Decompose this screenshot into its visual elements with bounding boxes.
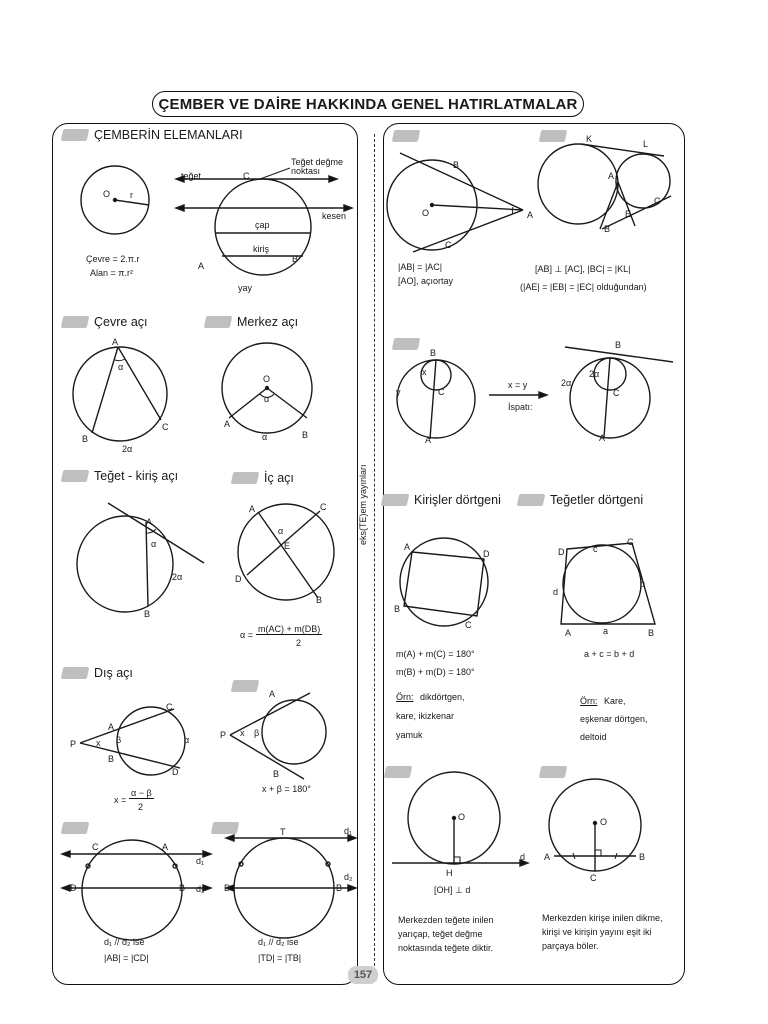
parallel-chords-figure [62,835,212,940]
svg-text:C: C [445,240,452,250]
svg-text:D: D [483,549,490,559]
exterior-angle-secants-figure [70,700,200,780]
heading-text: Teğet - kiriş açı [94,469,179,483]
svg-text:C: C [162,422,169,432]
svg-text:K: K [586,134,593,144]
svg-text:A: A [108,722,115,732]
svg-text:D: D [70,883,77,893]
section-heading-interior [232,471,294,485]
proof-arrow [489,390,549,400]
radius-tangent-figure [392,770,537,880]
svg-text:C: C [654,196,661,206]
svg-text:x: x [422,367,427,377]
svg-text:P: P [70,739,77,749]
inner-tangent-circle-figure [390,343,490,448]
central-angle-figure [212,338,322,448]
svg-text:B: B [179,883,186,893]
tangent-point-label: Teğet değme noktası [291,157,344,176]
proof-circle-figure [555,340,685,450]
proof-arrow-top: x = y [508,380,528,390]
svg-text:D: D [224,883,231,893]
exterior-formula-2: x + β = 180° [262,784,311,794]
parallel-caption-1a: d₁ // d₂ ise [104,937,145,947]
svg-text:x: x [96,738,101,748]
svg-text:d: d [553,587,559,597]
svg-text:O: O [103,189,111,199]
tangent-eq-1: |AB| = |AC| [398,262,443,272]
interior-formula-lhs: α = [240,630,253,640]
publisher-side-text: eks(TE)em yayınları [358,464,368,545]
heading-tab-icon [61,667,90,679]
svg-text:C: C [465,620,472,630]
cyclic-example-2: kare, ikizkenar [396,711,455,721]
tangent-parallel-figure [222,828,362,938]
cyclic-example-1: dikdörtgen, [420,692,465,702]
parallel-caption-1b: |AB| = |CD| [104,953,149,963]
svg-text:E: E [284,541,291,551]
svg-text:B: B [648,628,655,638]
tangential-example-2: eşkenar dörtgen, [580,714,648,724]
heading-text: Merkez açı [237,315,299,329]
section-heading-exterior [62,666,133,680]
svg-text:A: A [425,435,432,445]
radius-eq: [OH] ⊥ d [434,885,471,895]
svg-text:A: A [269,689,276,699]
tangent-label: teğet [181,171,202,181]
svg-text:A: A [249,504,256,514]
svg-text:C: C [320,502,327,512]
svg-text:A: A [162,842,169,852]
decorative-tab-icon [61,822,90,834]
svg-text:O: O [600,817,608,827]
svg-text:C: C [92,842,99,852]
svg-text:E: E [625,209,632,219]
chord-note-2: kirişi ve kirişin yayını eşit iki [542,927,652,937]
cyclic-example-3: yamuk [396,730,423,740]
svg-text:D: D [235,574,242,584]
svg-text:2α: 2α [561,378,572,388]
svg-text:A: A [527,210,534,220]
svg-text:B: B [144,609,151,619]
svg-text:x: x [240,728,245,738]
svg-text:H: H [446,868,453,878]
svg-text:d: d [520,852,526,862]
svg-text:A: A [112,337,119,347]
heading-tab-icon [231,472,260,484]
point-C-label: C [243,171,250,181]
area-formula: Alan = π.r² [90,268,133,278]
svg-text:C: C [438,387,445,397]
point-B-label: B [292,254,299,264]
svg-text:P: P [220,730,227,740]
section-heading-inscribed [62,315,148,329]
section-heading-central [205,315,298,329]
proof-arrow-bottom: İspatı: [508,402,533,412]
secant-label: kesen [322,211,347,221]
section-heading-cyclic-quad [382,493,501,507]
point-A-label: A [198,261,205,271]
svg-text:B: B [453,160,460,170]
tangent-chord-figure [68,500,208,620]
chord-note-1: Merkezden kirişe inilen dikme, [542,913,663,923]
heading-tab-icon [61,129,90,141]
radius-note-1: Merkezden teğete inilen [398,915,494,925]
exterior-formula-num: α − β [131,788,152,798]
decorative-tab-icon [392,130,421,142]
svg-text:O: O [263,374,271,384]
tangent-eq-4: (|AE| = |EB| = |EC| olduğundan) [520,282,647,292]
svg-text:C: C [590,873,597,883]
chord-note-3: parçaya böler. [542,941,599,951]
tangential-eq: a + c = b + d [584,649,635,659]
svg-text:B: B [639,852,646,862]
section-heading-tangential-quad [518,493,643,507]
radius-note-3: noktasında teğete diktir. [398,943,494,953]
tangential-quad-figure [555,537,670,642]
dashed-divider [374,134,375,976]
svg-text:d₂: d₂ [344,872,353,882]
chord-label: kiriş [253,244,269,254]
arc-label: yay [238,283,253,293]
cyclic-eq-1: m(A) + m(C) = 180° [396,649,475,659]
svg-text:B: B [604,224,611,234]
svg-text:d₂: d₂ [196,884,205,894]
svg-text:B: B [430,348,437,358]
heading-tab-icon [61,316,90,328]
svg-text:α: α [262,432,268,442]
tangential-example-label: Örn: [580,696,598,706]
tangent-eq-2: [AO], açıortay [398,276,454,286]
svg-text:α: α [118,362,124,372]
interior-angle-figure [232,500,342,610]
svg-text:D: D [172,767,179,777]
svg-text:A: A [404,542,411,552]
svg-text:d₁: d₁ [196,856,205,866]
circumference-formula: Çevre = 2.π.r [86,254,140,264]
section-heading-elements [62,128,243,142]
heading-tab-icon [517,494,546,506]
svg-text:B: B [336,883,343,893]
tangential-example-1: Kare, [604,696,626,706]
chord-perpendicular-figure [540,775,655,885]
svg-text:B: B [302,430,309,440]
radius-note-2: yarıçap, teğet değme [398,929,483,939]
circle-radius-figure [68,165,168,245]
svg-text:α: α [264,394,270,404]
svg-text:2α: 2α [589,369,600,379]
svg-text:A: A [544,852,551,862]
svg-text:c: c [593,544,598,554]
svg-text:C: C [613,388,620,398]
svg-text:a: a [603,626,609,636]
tangential-example-3: deltoid [580,732,607,742]
svg-text:b: b [640,579,646,589]
svg-text:2α: 2α [122,444,133,454]
svg-text:α: α [184,735,190,745]
page-number: 157 [348,966,378,984]
svg-text:B: B [273,769,280,779]
svg-text:A: A [146,517,153,527]
svg-text:B: B [615,340,622,350]
svg-text:O: O [458,812,466,822]
svg-text:O: O [422,208,430,218]
svg-text:C: C [627,537,634,547]
heading-tab-icon [204,316,233,328]
heading-text: Kirişler dörtgeni [414,493,501,507]
heading-tab-icon [61,470,90,482]
two-circles-tangent-figure [536,134,686,244]
svg-text:α: α [151,539,157,549]
page-title: ÇEMBER VE DAİRE HAKKINDA GENEL HATIRLATMALAR [152,91,584,117]
svg-text:β: β [254,728,260,738]
svg-text:C: C [166,702,173,712]
heading-tab-icon [381,494,410,506]
section-heading-tangent-chord [62,469,178,483]
svg-text:α: α [278,526,284,536]
svg-text:A: A [599,433,606,443]
exterior-formula-lhs: x = [114,795,127,805]
tangent-eq-3: [AB] ⊥ [AC], |BC| = |KL| [535,264,631,274]
cyclic-example-label: Örn: [396,692,414,702]
svg-text:2α: 2α [172,572,183,582]
heading-text: Teğetler dörtgeni [550,493,644,507]
heading-text: Dış açı [94,666,133,680]
exterior-formula-den: 2 [138,802,144,812]
exterior-angle-tangents-figure [218,688,348,788]
svg-text:y: y [396,387,401,397]
heading-text: İç açı [264,471,294,485]
cyclic-eq-2: m(B) + m(D) = 180° [396,667,475,677]
svg-text:D: D [558,547,565,557]
parallel-caption-2b: |TD| = |TB| [258,953,302,963]
interior-formula-den: 2 [296,638,302,648]
interior-formula-num: m(AC) + m(DB) [258,624,321,634]
svg-text:d₁: d₁ [344,826,353,836]
svg-text:B: B [394,604,401,614]
cyclic-quad-figure [392,537,502,637]
svg-text:T: T [280,827,286,837]
svg-text:A: A [608,171,615,181]
parallel-caption-2a: d₁ // d₂ ise [258,937,299,947]
tangent-lengths-figure [385,150,545,255]
svg-text:A: A [224,419,231,429]
svg-text:B: B [108,754,115,764]
svg-text:L: L [643,139,649,149]
svg-text:B: B [316,595,323,605]
svg-text:r: r [130,190,133,200]
svg-text:B: B [82,434,89,444]
heading-text: Çevre açı [94,315,148,329]
heading-text: ÇEMBERİN ELEMANLARI [94,128,243,142]
svg-text:β: β [116,735,122,745]
diameter-label: çap [255,220,270,230]
inscribed-angle-figure [68,338,178,458]
svg-text:A: A [565,628,572,638]
